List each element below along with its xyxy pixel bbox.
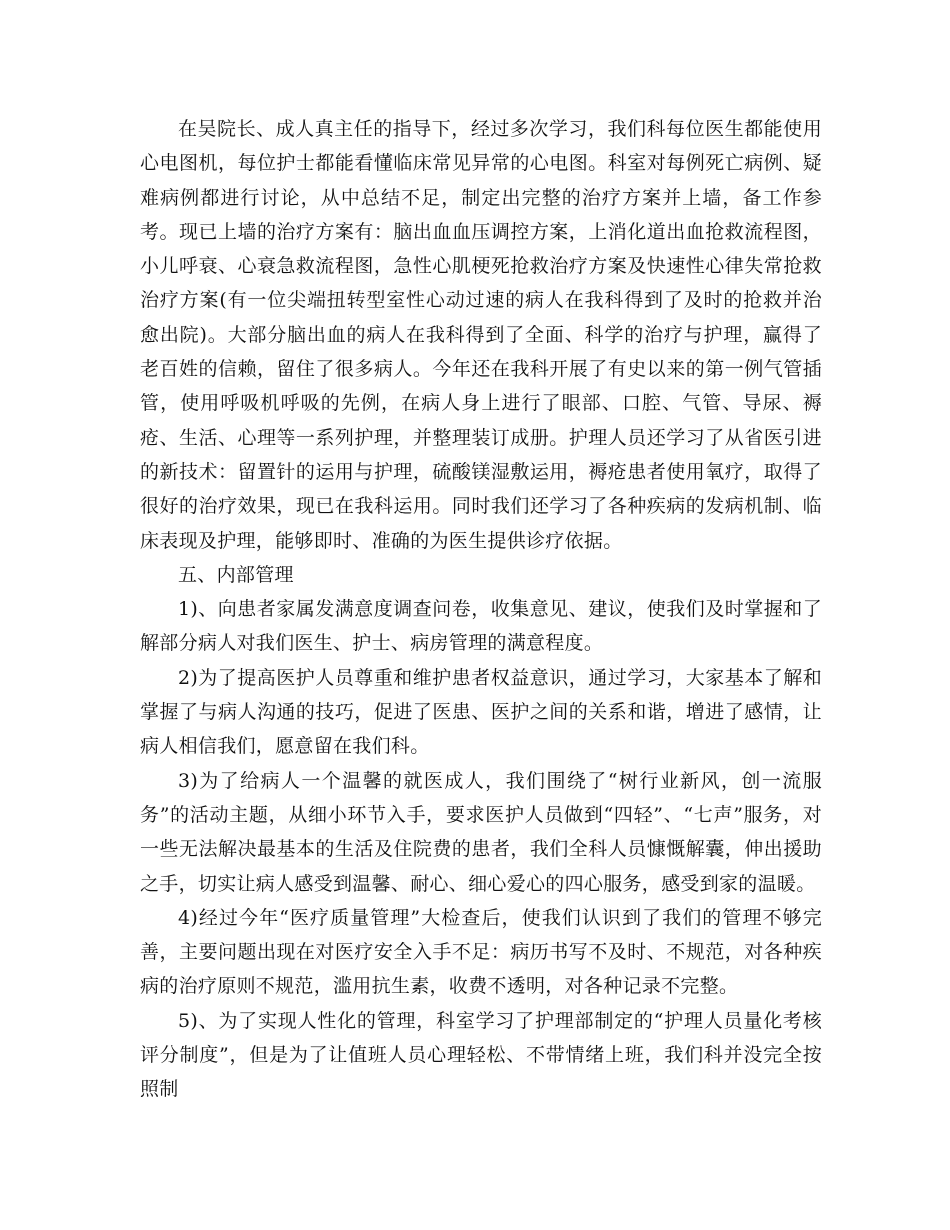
- section-heading-internal-management: 五、内部管理: [178, 563, 294, 586]
- paragraph-item-2: 2)为了提高医护人员尊重和维护患者权益意识，通过学习，大家基本了解和掌握了与病人沟通的技巧，促进了医患、医护之间的关系和谐，增进了感情，让病人相信我们，愿意留在我们科。: [140, 666, 822, 758]
- paragraph-item-1: 1)、向患者家属发满意度调查问卷，收集意见、建议，使我们及时掌握和了解部分病人对我们医生、护士、病房管理的满意程度。: [140, 598, 822, 655]
- paragraph-item-3: 3)为了给病人一个温馨的就医成人，我们围绕了“树行业新风，创一流服务”的活动主题，从细小环节入手，要求医护人员做到“四轻”、“七声”服务，对一些无法解决最基本的生活及住院费的患者，我们全科人员慷慨解囊，伸出援助之手，切实让病人感受到温馨、耐心、细心爱心的四心服务，感受到家的温暖。: [140, 769, 822, 895]
- paragraph-item-4: 4)经过今年“医疗质量管理”大检查后，使我们认识到了我们的管理不够完善，主要问题出现在对医疗安全入手不足：病历书写不及时、不规范，对各种疾病的治疗原则不规范，滥用抗生素，收费不透明，对各种记录不完整。: [140, 906, 822, 998]
- paragraph-item-5: 5)、为了实现人性化的管理，科室学习了护理部制定的“护理人员量化考核评分制度”，但是为了让值班人员心理轻松、不带情绪上班，我们科并没完全按照制: [140, 1009, 822, 1101]
- document-body: [140, 112, 822, 1107]
- paragraph-treatment-plans: 在吴院长、成人真主任的指导下，经过多次学习，我们科每位医生都能使用心电图机，每位护士都能看懂临床常见异常的心电图。科室对每例死亡病例、疑难病例都进行讨论，从中总结不足，制定出完整的治疗方案并上墙，备工作参考。现已上墙的治疗方案有：脑出血血压调控方案，上消化道出血抢救流程图，小儿呼衰、心衰急救流程图，急性心肌梗死抢救治疗方案及快速性心律失常抢救治疗方案(有一位尖端扭转型室性心动过速的病人在我科得到了及时的抢救并治愈出院)。大部分脑出血的病人在我科得到了全面、科学的治疗与护理，赢得了老百姓的信赖，留住了很多病人。今年还在我科开展了有史以来的第一例气管插管，使用呼吸机呼吸的先例，在病人身上进行了眼部、口腔、气管、导尿、褥疮、生活、心理等一系列护理，并整理装订成册。护理人员还学习了从省医引进的新技术：留置针的运用与护理，硫酸镁湿敷运用，褥疮患者使用氧疗，取得了很好的治疗效果，现已在我科运用。同时我们还学习了各种疾病的发病机制、临床表现及护理，能够即时、准确的为医生提供诊疗依据。: [140, 118, 822, 552]
